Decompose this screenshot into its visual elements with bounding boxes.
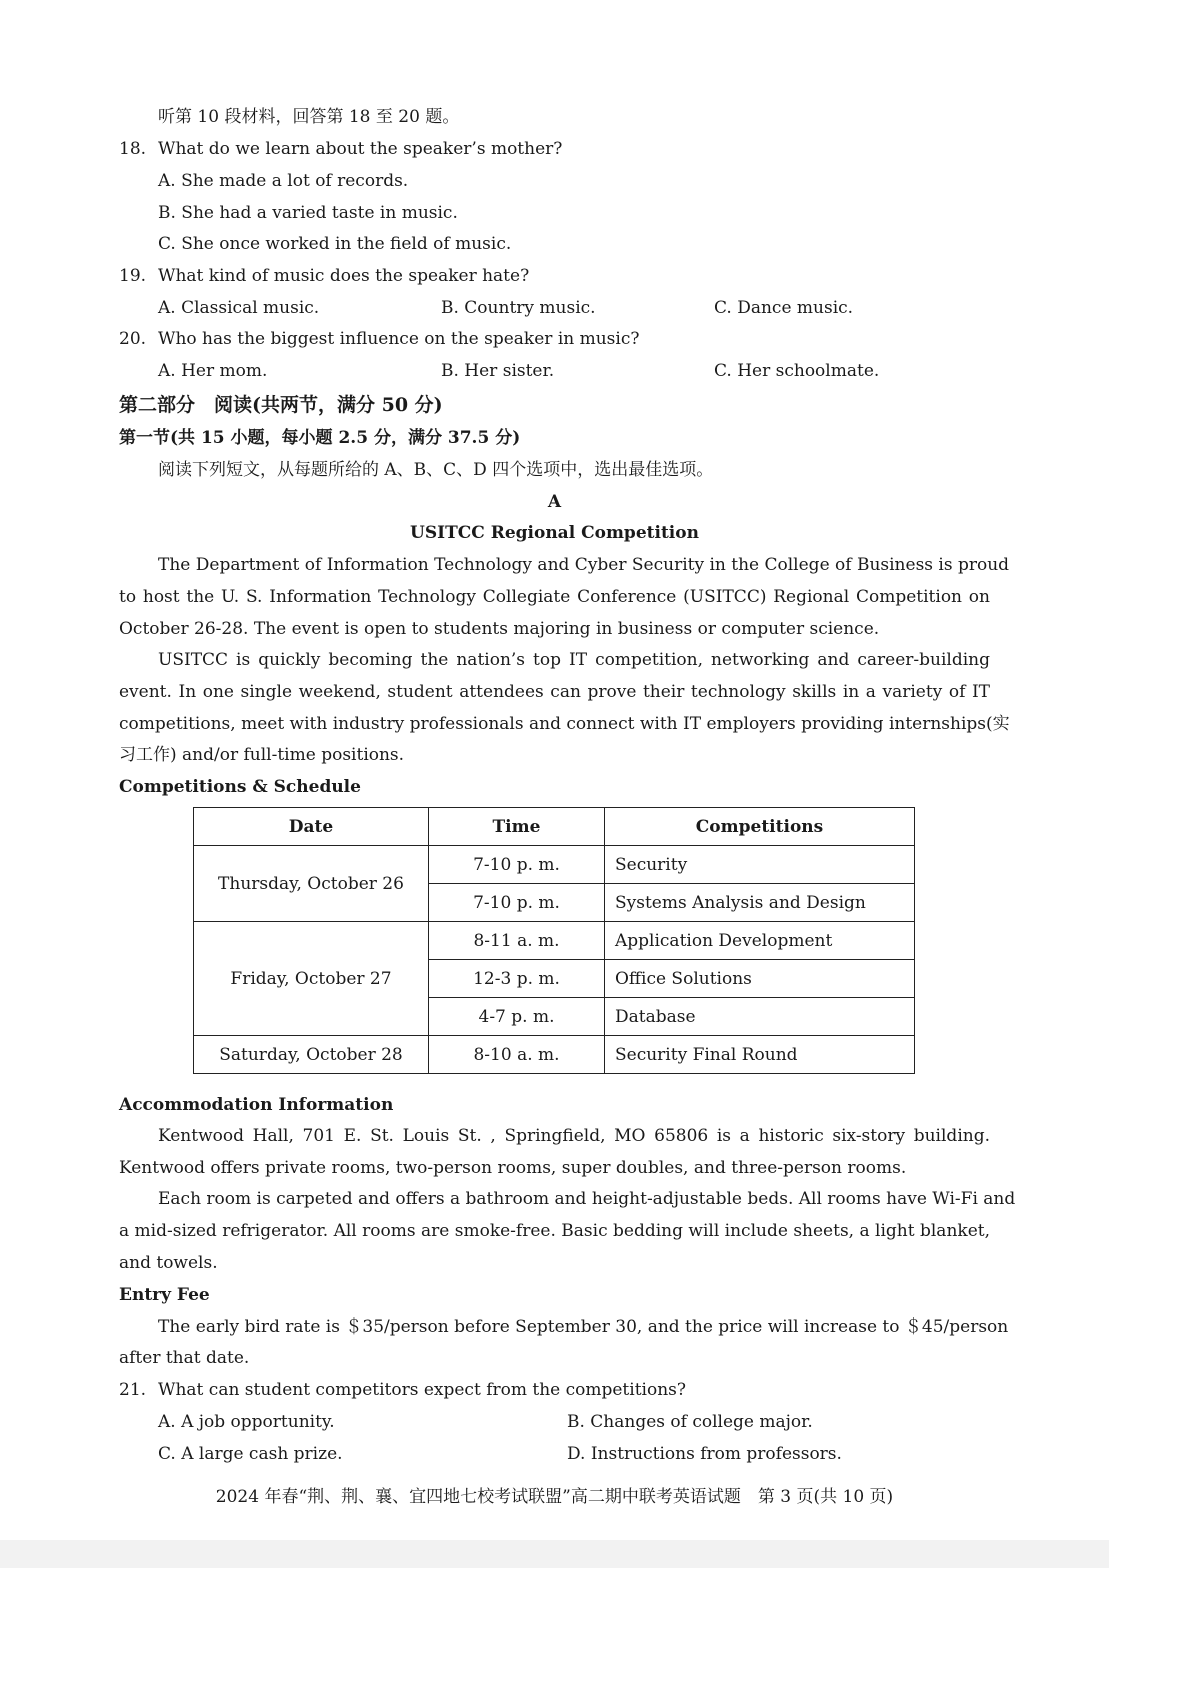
option: C. Dance music. (714, 298, 854, 318)
date-cell: Friday, October 27 (194, 922, 429, 1036)
table-header-row (194, 808, 915, 846)
option: B. Her sister. (441, 361, 555, 381)
time-cell: 7-10 p. m. (429, 884, 605, 922)
time-cell: 12-3 p. m. (429, 960, 605, 998)
part-title: 第二部分 阅读(共两节，满分 50 分) (119, 394, 443, 416)
option: B. She had a varied taste in music. (158, 203, 458, 223)
table-row (194, 846, 915, 884)
section-title: 第一节(共 15 小题，每小题 2.5 分，满分 37.5 分) (119, 428, 521, 448)
table-row (194, 922, 915, 960)
time-cell: 8-10 a. m. (429, 1036, 605, 1074)
listening-intro: 听第 10 段材料，回答第 18 至 20 题。 (158, 107, 460, 127)
date-cell: Saturday, October 28 (194, 1036, 429, 1074)
instruction: 阅读下列短文，从每题所给的 A、B、C、D 四个选项中，选出最佳选项。 (158, 460, 714, 480)
option: B. Changes of college major. (567, 1412, 813, 1432)
paragraph-line: competitions, meet with industry professionals and connect with IT employers providing internships(实 (119, 714, 1010, 734)
option: C. Her schoolmate. (714, 361, 880, 381)
competition-cell: Security Final Round (605, 1036, 915, 1074)
time-cell: 7-10 p. m. (429, 846, 605, 884)
competition-cell: Office Solutions (605, 960, 915, 998)
paragraph-line: after that date. (119, 1348, 250, 1368)
question-number: 19. (119, 266, 147, 286)
paragraph-line: Kentwood offers private rooms, two-person rooms, super doubles, and three-person rooms. (119, 1158, 907, 1178)
schedule-table (193, 807, 915, 1074)
paragraph-line: October 26-28. The event is open to students majoring in business or computer science. (119, 619, 880, 639)
column-header: Date (194, 808, 429, 846)
option: C. She once worked in the field of music. (158, 234, 512, 254)
fee-heading: Entry Fee (119, 1285, 210, 1305)
option: A. She made a lot of records. (158, 171, 409, 191)
question-text: What kind of music does the speaker hate? (158, 266, 530, 286)
option: A. A job opportunity. (158, 1412, 335, 1432)
option: A. Classical music. (158, 298, 320, 318)
question-text: Who has the biggest influence on the speaker in music? (158, 329, 640, 349)
question-number: 21. (119, 1380, 147, 1400)
option: C. A large cash prize. (158, 1444, 343, 1464)
option: D. Instructions from professors. (567, 1444, 842, 1464)
question-21 (119, 1379, 686, 1401)
paragraph-line: The early bird rate is ＄35/person before September 30, and the price will increase to ＄45/person (158, 1317, 1009, 1337)
competition-cell: Database (605, 998, 915, 1036)
competition-cell: Application Development (605, 922, 915, 960)
paragraph-line: 习工作) and/or full-time positions. (119, 745, 405, 765)
paragraph-line: Kentwood Hall, 701 E. St. Louis St. , Springfield, MO 65806 is a historic six-story building. (158, 1126, 990, 1146)
option: A. Her mom. (158, 361, 268, 381)
question-18 (119, 138, 562, 160)
time-cell: 4-7 p. m. (429, 998, 605, 1036)
passage-title: USITCC Regional Competition (410, 523, 699, 543)
column-header: Time (429, 808, 605, 846)
paragraph-line: Each room is carpeted and offers a bathroom and height-adjustable beds. All rooms have Wi-Fi and (158, 1189, 1016, 1209)
paragraph-line: and towels. (119, 1253, 218, 1273)
question-number: 20. (119, 329, 147, 349)
paragraph-line: USITCC is quickly becoming the nation’s top IT competition, networking and career-building (158, 650, 990, 670)
question-20 (119, 328, 639, 350)
page-footer: 2024 年春“荆、荆、襄、宜四地七校考试联盟”高二期中联考英语试题 第 3 页(共 10 页) (215, 1487, 894, 1507)
option: B. Country music. (441, 298, 596, 318)
scan-edge (0, 1540, 1109, 1568)
table-row (194, 1036, 915, 1074)
paragraph-line: a mid-sized refrigerator. All rooms are smoke-free. Basic bedding will include sheets, a light blanket, (119, 1221, 990, 1241)
paragraph-line: to host the U. S. Information Technology Collegiate Conference (USITCC) Regional Competition on (119, 587, 990, 607)
passage-letter: A (547, 492, 562, 512)
question-text: What do we learn about the speaker’s mother? (158, 139, 563, 159)
column-header: Competitions (605, 808, 915, 846)
time-cell: 8-11 a. m. (429, 922, 605, 960)
question-text: What can student competitors expect from the competitions? (158, 1380, 686, 1400)
accommodation-heading: Accommodation Information (119, 1095, 394, 1115)
competition-cell: Security (605, 846, 915, 884)
date-cell: Thursday, October 26 (194, 846, 429, 922)
paragraph-line: The Department of Information Technology and Cyber Security in the College of Business is proud (158, 555, 1010, 575)
schedule-heading: Competitions & Schedule (119, 777, 361, 797)
paragraph-line: event. In one single weekend, student attendees can prove their technology skills in a variety of IT (119, 682, 990, 702)
competition-cell: Systems Analysis and Design (605, 884, 915, 922)
question-number: 18. (119, 139, 147, 159)
question-19 (119, 265, 529, 287)
